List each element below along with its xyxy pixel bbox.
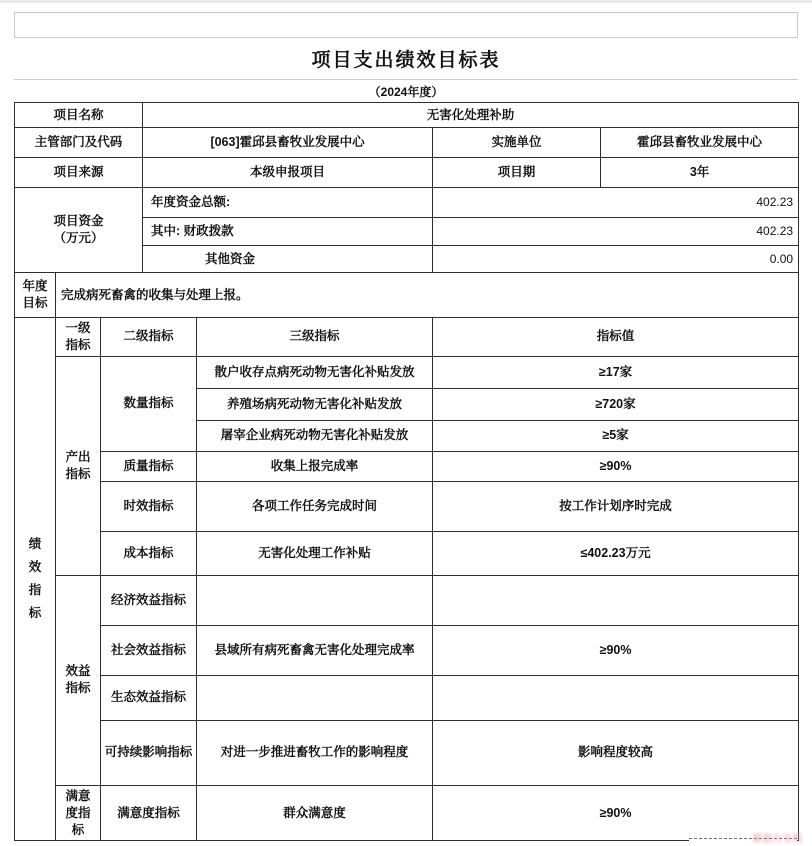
indicator-row — [15, 575, 799, 625]
top-empty-row — [14, 12, 798, 38]
document-body — [0, 12, 812, 841]
performance-target-table — [14, 102, 799, 841]
level1-output — [56, 356, 101, 575]
department-value: [063]霍邱县畜牧业发展中心 — [143, 128, 433, 158]
page-title: 项目支出绩效目标表 — [311, 50, 501, 71]
indicator-row — [15, 785, 799, 841]
indicator-row — [15, 625, 799, 675]
header-level3: 三级指标 — [197, 318, 433, 357]
project-name-label: 项目名称 — [15, 103, 143, 128]
funds-fiscal-label: 其中: 财政拨款 — [143, 218, 433, 246]
value-cell — [433, 675, 799, 720]
level1-output-text: 产出指标 — [65, 449, 91, 481]
value-cell: ≥90% — [433, 785, 799, 841]
value-cell: ≤402.23万元 — [433, 531, 799, 575]
source-row — [15, 158, 799, 188]
source-label: 项目来源 — [15, 158, 143, 188]
funds-fiscal-value: 402.23 — [433, 218, 799, 246]
watermark: 原创力文档 — [752, 834, 802, 845]
indicator-row — [15, 451, 799, 481]
level1-benefit — [56, 575, 101, 785]
funds-other-label: 其他资金 — [143, 246, 433, 273]
value-cell: ≥90% — [433, 451, 799, 481]
funds-total-label: 年度资金总额: — [143, 188, 433, 218]
period-label: 项目期 — [433, 158, 601, 188]
level1-satisfaction — [56, 785, 101, 841]
department-label: 主管部门及代码 — [15, 128, 143, 158]
value-cell — [433, 575, 799, 625]
level2-economic: 经济效益指标 — [101, 575, 197, 625]
page-top-strip — [0, 0, 812, 3]
value-cell: ≥17家 — [433, 356, 799, 388]
annual-goal-label-text: 年度目标 — [22, 279, 48, 310]
level2-quality: 质量指标 — [101, 451, 197, 481]
funds-total-value: 402.23 — [433, 188, 799, 218]
level3-cell — [197, 575, 433, 625]
funds-total-row — [15, 188, 799, 218]
value-cell: ≥5家 — [433, 420, 799, 451]
level3-cell: 散户收存点病死动物无害化补贴发放 — [197, 356, 433, 388]
value-cell: 影响程度较高 — [433, 720, 799, 785]
funds-label — [15, 188, 143, 273]
project-name-value: 无害化处理补助 — [143, 103, 799, 128]
level3-cell: 群众满意度 — [197, 785, 433, 841]
level2-quantity: 数量指标 — [101, 356, 197, 451]
value-cell: ≥720家 — [433, 388, 799, 420]
level3-cell: 无害化处理工作补贴 — [197, 531, 433, 575]
level2-social: 社会效益指标 — [101, 625, 197, 675]
header-value: 指标值 — [433, 318, 799, 357]
indicator-row — [15, 531, 799, 575]
annual-goal-label — [15, 273, 56, 318]
department-row — [15, 128, 799, 158]
header-level1-text: 一级指标 — [65, 321, 91, 352]
value-cell: ≥90% — [433, 625, 799, 675]
impl-unit-label: 实施单位 — [433, 128, 601, 158]
level3-cell: 各项工作任务完成时间 — [197, 481, 433, 531]
level3-cell: 对进一步推进畜牧工作的影响程度 — [197, 720, 433, 785]
level2-cost: 成本指标 — [101, 531, 197, 575]
period-value: 3年 — [601, 158, 799, 188]
indicators-side-label-text: 绩效指标 — [28, 536, 42, 621]
header-level2: 二级指标 — [101, 318, 197, 357]
project-name-row — [15, 103, 799, 128]
level3-cell: 养殖场病死动物无害化补贴发放 — [197, 388, 433, 420]
funds-label-text: 项目资金（万元） — [53, 214, 104, 245]
level3-cell — [197, 675, 433, 720]
level2-timeliness: 时效指标 — [101, 481, 197, 531]
indicator-row — [15, 675, 799, 720]
main-table-wrap — [14, 102, 798, 841]
indicator-row — [15, 720, 799, 785]
level2-ecological: 生态效益指标 — [101, 675, 197, 720]
indicator-row — [15, 356, 799, 388]
header-level1 — [56, 318, 101, 357]
value-cell: 按工作计划序时完成 — [433, 481, 799, 531]
level1-benefit-text: 效益指标 — [65, 664, 91, 696]
annual-goal-row — [15, 273, 799, 318]
impl-unit-value: 霍邱县畜牧业发展中心 — [601, 128, 799, 158]
indicator-header-row — [15, 318, 799, 357]
source-value: 本级申报项目 — [143, 158, 433, 188]
funds-other-value: 0.00 — [433, 246, 799, 273]
level2-satisfaction: 满意度指标 — [101, 785, 197, 841]
level1-satisfaction-text: 满意度指标 — [65, 788, 91, 837]
indicator-row — [15, 481, 799, 531]
annual-goal-value: 完成病死畜禽的收集与处理上报。 — [56, 273, 799, 318]
level2-sustainable: 可持续影响指标 — [101, 720, 197, 785]
level3-cell: 县域所有病死畜禽无害化处理完成率 — [197, 625, 433, 675]
page-subtitle: （2024年度） — [14, 79, 798, 102]
indicators-side-label — [15, 318, 56, 841]
level3-cell: 收集上报完成率 — [197, 451, 433, 481]
level3-cell: 屠宰企业病死动物无害化补贴发放 — [197, 420, 433, 451]
